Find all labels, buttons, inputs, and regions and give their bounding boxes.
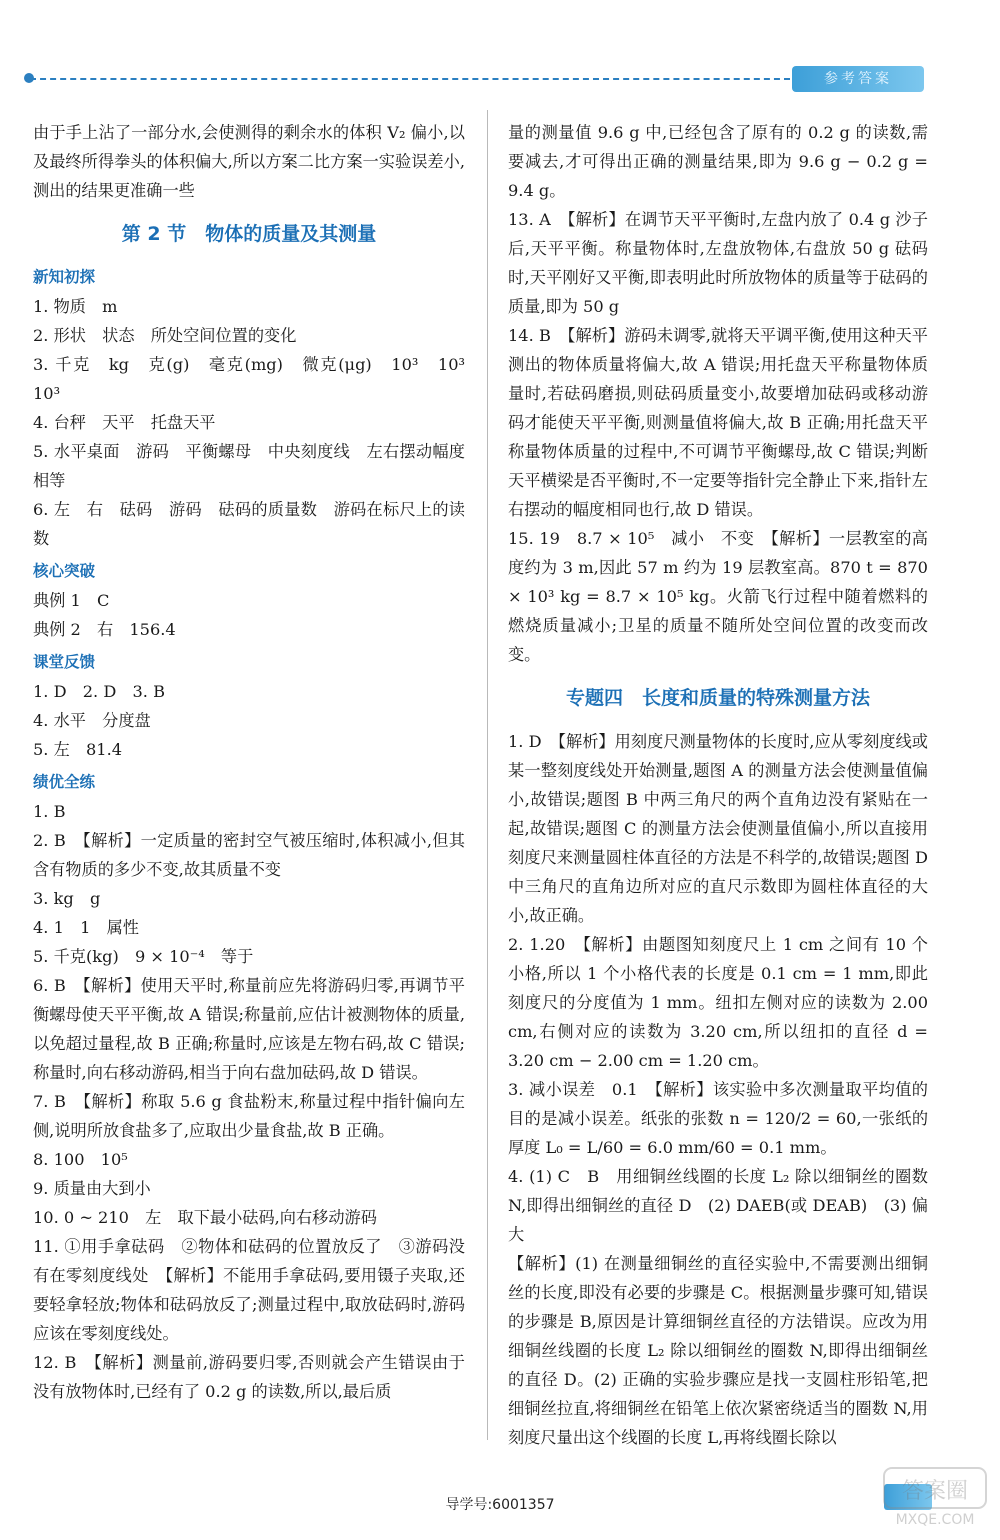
answer-line: 2. 1.20 【解析】由题图知刻度尺上 1 cm 之间有 10 个小格,所以 1 个小格代表的长度是 0.1 cm = 1 mm,即此刻度尺的分度值为 1 mm。纽扣左侧对应的读数为 2.00 cm,右侧对应的读数为 3.20 cm,所以纽扣的直径 d = 3.20 cm − 2.00 cm = 1.20 cm。 — [508, 935, 928, 1070]
answer-line: 6. 左 右 砝码 游码 砝码的质量数 游码在标尺上的读数 — [33, 500, 465, 548]
answer-line: 4. 1 1 属性 — [33, 918, 139, 937]
answer-line: 4. 水平 分度盘 — [33, 711, 151, 730]
answer-line: 13. A 【解析】在调节天平平衡时,左盘内放了 0.4 g 沙子后,天平平衡。称量物体时,左盘放物体,右盘放 50 g 砝码时,天平刚好又平衡,即表明此时所放物体的质量等于砝码的质量,即为 50 g — [508, 210, 928, 316]
answer-line: 5. 左 81.4 — [33, 740, 123, 759]
answer-line: 2. 形状 状态 所处空间位置的变化 — [33, 326, 297, 345]
answer-line: 4. (1) C B 用细铜丝线圈的长度 L₂ 除以细铜丝的圈数 N,即得出细铜丝的直径 D (2) DAEB(或 DEAB) (3) 偏大 — [508, 1167, 928, 1244]
left-column — [33, 118, 482, 1406]
column-divider — [487, 110, 488, 1440]
answer-line: 2. B 【解析】一定质量的密封空气被压缩时,体积减小,但其含有物质的多少不变,故其质量不变 — [33, 831, 465, 879]
answer-line: 典例 2 右 156.4 — [33, 620, 176, 639]
svg-text:答案圈: 答案圈 — [901, 1479, 969, 1504]
answer-line: 9. 质量由大到小 — [33, 1179, 151, 1198]
subheading-xinzhi: 新知初探 — [33, 268, 96, 286]
answer-line: 15. 19 8.7 × 10⁵ 减小 不变 【解析】一层教室的高度约为 3 m,因此 57 m 约为 19 层教室高。870 t = 870 × 10³ kg = 8.7 × 10⁵ kg。火箭飞行过程中随着燃料的燃烧质量减小;卫星的质量不随所处空间位置的改变而改变。 — [508, 529, 928, 664]
header-badge-label: 参考答案 — [824, 71, 892, 87]
answer-line: 3. kg g — [33, 889, 101, 908]
answer-line: 1. B — [33, 802, 66, 821]
right-column — [508, 118, 928, 1452]
answer-line: 6. B 【解析】使用天平时,称量前应先将游码归零,再调节平衡螺母使天平平衡,故 A 错误;称量前,应估计被测物体的质量,以免超过量程,故 B 正确;称量时,应该是左物右码,故 C 错误;称量时,向右移动游码,相当于向右盘加砝码,故 D 错误。 — [33, 976, 465, 1082]
answer-line: 11. ①用手拿砝码 ②物体和砝码的位置放反了 ③游码没有在零刻度线处 【解析】不能用手拿砝码,要用镊子夹取,还要轻拿轻放;物体和砝码放反了;测量过程中,取放砝码时,游码应该在零刻度线处。 — [33, 1237, 465, 1343]
answer-line: 5. 水平桌面 游码 平衡螺母 中央刻度线 左右摆动幅度相等 — [33, 442, 465, 490]
answer-line: 【解析】(1) 在测量细铜丝的直径实验中,不需要测出细铜丝的长度,即没有必要的步骤是 C。根据测量步骤可知,错误的步骤是 B,原因是计算细铜丝直径的方法错误。应改为用细铜丝线圈的长度 L₂ 除以细铜丝的圈数 N,即得出细铜丝的直径 D。(2) 正确的实验步骤应是找一支圆柱形铅笔,把细铜丝拉直,将细铜丝在铅笔上依次紧密绕适当的圈数 N,用刻度尺量出这个线圈的长度 L,再将线圈长除以 — [508, 1254, 928, 1447]
answer-line: 5. 千克(kg) 9 × 10⁻⁴ 等于 — [33, 947, 254, 966]
svg-text:MXQE.COM: MXQE.COM — [895, 1512, 975, 1528]
answer-line: 4. 台秤 天平 托盘天平 — [33, 413, 216, 432]
answer-line: 1. 物质 m — [33, 297, 118, 316]
answer-line: 典例 1 C — [33, 591, 110, 610]
subheading-ketang: 课堂反馈 — [33, 653, 96, 671]
answer-line: 3. 千克 kg 克(g) 毫克(mg) 微克(μg) 10³ 10³ 10³ — [33, 355, 482, 403]
section-title-topic4: 专题四 长度和质量的特殊测量方法 — [565, 687, 870, 709]
answer-line: 3. 减小误差 0.1 【解析】该实验中多次测量取平均值的目的是减小误差。纸张的张数 n = 120/2 = 60,一张纸的厚度 L₀ = L/60 = 6.0 mm/60 = 0.1 mm。 — [508, 1080, 928, 1157]
answer-line: 量的测量值 9.6 g 中,已经包含了原有的 0.2 g 的读数,需要减去,才可得出正确的测量结果,即为 9.6 g − 0.2 g = 9.4 g。 — [508, 123, 928, 200]
footer-guide-number: 导学号:6001357 — [445, 1497, 555, 1513]
answer-line: 12. B 【解析】测量前,游码要归零,否则就会产生错误由于没有放物体时,已经有了 0.2 g 的读数,所以,最后质 — [33, 1353, 465, 1401]
section-title-2: 第 2 节 物体的质量及其测量 — [121, 223, 377, 245]
answer-line: 1. D 2. D 3. B — [33, 682, 165, 701]
header-dashed-line — [30, 78, 790, 80]
answer-line: 7. B 【解析】称取 5.6 g 食盐粉末,称量过程中指针偏向左侧,说明所放食盐多了,应取出少量食盐,故 B 正确。 — [33, 1092, 465, 1140]
header-badge — [792, 66, 924, 92]
left-intro: 由于手上沾了一部分水,会使测得的剩余水的体积 V₂ 偏小,以及最终所得拳头的体积偏大,所以方案二比方案一实验误差小,测出的结果更准确一些 — [33, 123, 465, 200]
subheading-jiyou: 绩优全练 — [33, 773, 96, 791]
answer-line: 14. B 【解析】游码未调零,就将天平调平衡,使用这种天平测出的物体质量将偏大,故 A 错误;用托盘天平称量物体质量时,若砝码磨损,则砝码质量变小,故要增加砝码或移动游码才能使天平平衡,则测量值将偏大,故 B 正确;用托盘天平称量物体质量的过程中,不可调节平衡螺母,故 C 错误;判断天平横梁是否平衡时,不一定要等指针完全静止下来,指针左右摆动的幅度相同也行,故 D 错误。 — [508, 326, 928, 519]
answer-line: 10. 0 ~ 210 左 取下最小砝码,向右移动游码 — [33, 1208, 377, 1227]
subheading-hexin: 核心突破 — [33, 562, 96, 580]
answer-line: 1. D 【解析】用刻度尺测量物体的长度时,应从零刻度线或某一整刻度线处开始测量,题图 A 的测量方法会使测量值偏小,故错误;题图 B 中两三角尺的两个直角边没有紧贴在一起,故错误;题图 C 的测量方法会使测量值偏小,所以直接用刻度尺来测量圆柱体直径的方法是不科学的,故错误;题图 D 中三角尺的直角边所对应的直尺示数即为圆柱体直径的大小,故正确。 — [508, 732, 928, 925]
answer-line: 8. 100 10⁵ — [33, 1150, 128, 1169]
